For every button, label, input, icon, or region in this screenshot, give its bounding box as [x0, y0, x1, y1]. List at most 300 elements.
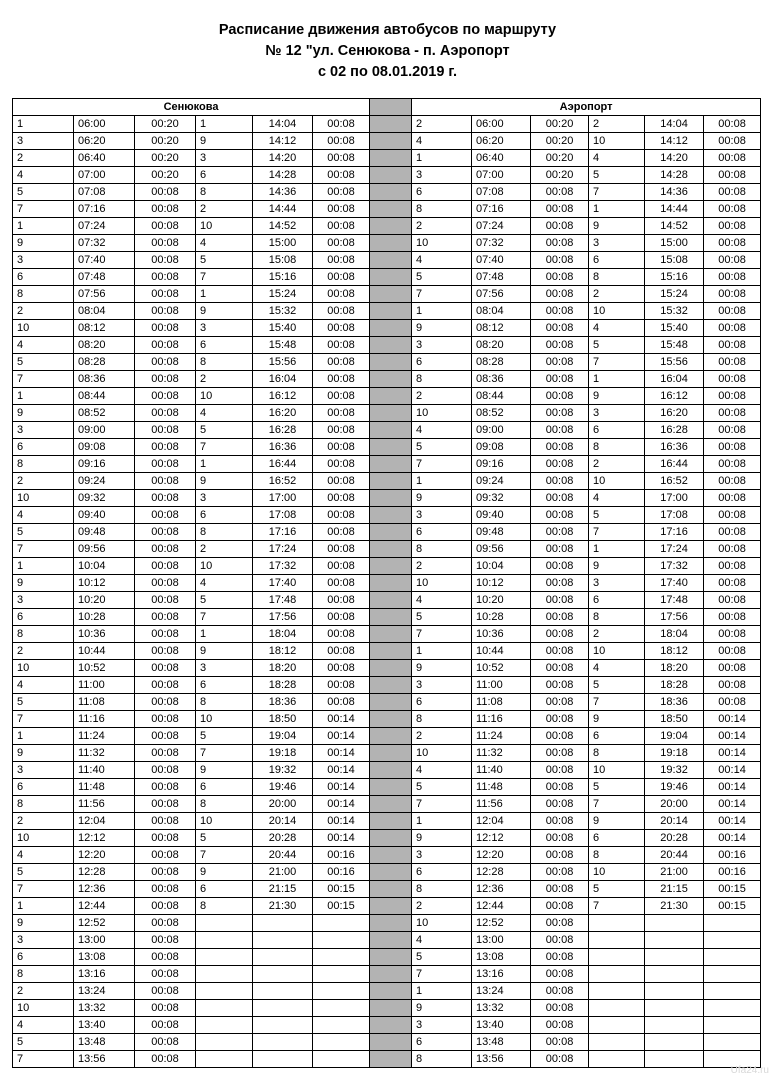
aeroport-bus-number-cell — [589, 1051, 645, 1068]
senyukova-departure-time-cell: 19:04 — [253, 728, 313, 745]
aeroport-departure-time-cell: 10:04 — [472, 558, 531, 575]
column-separator — [370, 269, 412, 286]
aeroport-interval-cell: 00:08 — [531, 592, 589, 609]
table-row — [13, 184, 761, 201]
aeroport-bus-number-cell: 6 — [412, 1034, 472, 1051]
senyukova-departure-time-cell: 18:36 — [253, 694, 313, 711]
aeroport-departure-time-cell: 13:08 — [472, 949, 531, 966]
senyukova-interval-cell: 00:08 — [135, 762, 196, 779]
senyukova-bus-number-cell: 4 — [13, 337, 74, 354]
aeroport-interval-cell: 00:08 — [704, 269, 761, 286]
senyukova-departure-time-cell: 13:40 — [74, 1017, 135, 1034]
senyukova-bus-number-cell: 5 — [13, 354, 74, 371]
table-row — [13, 1017, 761, 1034]
senyukova-bus-number-cell: 3 — [13, 133, 74, 150]
senyukova-bus-number-cell: 4 — [13, 677, 74, 694]
aeroport-interval-cell: 00:08 — [531, 405, 589, 422]
senyukova-interval-cell: 00:14 — [313, 813, 370, 830]
table-row — [13, 1051, 761, 1068]
senyukova-departure-time-cell: 17:08 — [253, 507, 313, 524]
table-row — [13, 983, 761, 1000]
aeroport-interval-cell: 00:08 — [531, 558, 589, 575]
aeroport-departure-time-cell: 18:36 — [645, 694, 704, 711]
senyukova-departure-time-cell: 09:08 — [74, 439, 135, 456]
column-separator — [370, 405, 412, 422]
senyukova-bus-number-cell: 5 — [196, 422, 253, 439]
senyukova-interval-cell: 00:08 — [135, 252, 196, 269]
senyukova-departure-time-cell: 12:04 — [74, 813, 135, 830]
column-separator — [370, 541, 412, 558]
aeroport-departure-time-cell: 13:00 — [472, 932, 531, 949]
senyukova-departure-time-cell: 13:08 — [74, 949, 135, 966]
senyukova-departure-time-cell: 06:00 — [74, 116, 135, 133]
senyukova-departure-time-cell: 14:28 — [253, 167, 313, 184]
aeroport-interval-cell: 00:08 — [531, 524, 589, 541]
senyukova-interval-cell: 00:08 — [135, 626, 196, 643]
aeroport-departure-time-cell: 19:04 — [645, 728, 704, 745]
aeroport-interval-cell: 00:08 — [531, 830, 589, 847]
senyukova-interval-cell: 00:08 — [313, 167, 370, 184]
aeroport-interval-cell: 00:08 — [704, 320, 761, 337]
senyukova-departure-time-cell: 12:28 — [74, 864, 135, 881]
column-separator — [370, 643, 412, 660]
senyukova-departure-time-cell: 13:24 — [74, 983, 135, 1000]
aeroport-bus-number-cell — [589, 1034, 645, 1051]
senyukova-bus-number-cell: 9 — [196, 473, 253, 490]
aeroport-bus-number-cell: 10 — [412, 745, 472, 762]
senyukova-interval-cell: 00:08 — [313, 558, 370, 575]
column-separator — [370, 371, 412, 388]
aeroport-interval-cell: 00:08 — [704, 541, 761, 558]
aeroport-interval-cell: 00:08 — [531, 643, 589, 660]
aeroport-departure-time-cell: 09:32 — [472, 490, 531, 507]
column-separator — [370, 354, 412, 371]
senyukova-departure-time-cell: 14:52 — [253, 218, 313, 235]
senyukova-interval-cell: 00:08 — [135, 898, 196, 915]
column-separator — [370, 303, 412, 320]
senyukova-bus-number-cell: 3 — [196, 320, 253, 337]
senyukova-interval-cell: 00:20 — [135, 116, 196, 133]
senyukova-departure-time-cell — [253, 1051, 313, 1068]
aeroport-interval-cell: 00:20 — [531, 133, 589, 150]
senyukova-interval-cell: 00:08 — [313, 439, 370, 456]
aeroport-bus-number-cell: 4 — [589, 150, 645, 167]
aeroport-departure-time-cell: 09:16 — [472, 456, 531, 473]
senyukova-departure-time-cell: 18:50 — [253, 711, 313, 728]
aeroport-departure-time-cell — [645, 966, 704, 983]
table-row — [13, 541, 761, 558]
aeroport-interval-cell: 00:20 — [531, 116, 589, 133]
table-row — [13, 201, 761, 218]
senyukova-bus-number-cell: 5 — [13, 864, 74, 881]
aeroport-interval-cell: 00:08 — [531, 745, 589, 762]
senyukova-bus-number-cell: 9 — [13, 405, 74, 422]
senyukova-departure-time-cell: 11:56 — [74, 796, 135, 813]
aeroport-bus-number-cell: 8 — [589, 745, 645, 762]
senyukova-interval-cell — [313, 949, 370, 966]
senyukova-bus-number-cell — [196, 915, 253, 932]
senyukova-departure-time-cell — [253, 1000, 313, 1017]
aeroport-bus-number-cell: 9 — [412, 320, 472, 337]
senyukova-bus-number-cell: 8 — [13, 456, 74, 473]
senyukova-bus-number-cell: 10 — [13, 1000, 74, 1017]
aeroport-bus-number-cell: 6 — [412, 184, 472, 201]
aeroport-departure-time-cell: 08:52 — [472, 405, 531, 422]
aeroport-departure-time-cell: 10:28 — [472, 609, 531, 626]
senyukova-bus-number-cell: 7 — [196, 439, 253, 456]
aeroport-departure-time-cell: 10:44 — [472, 643, 531, 660]
aeroport-interval-cell: 00:08 — [704, 524, 761, 541]
aeroport-departure-time-cell: 15:08 — [645, 252, 704, 269]
aeroport-interval-cell: 00:08 — [531, 762, 589, 779]
aeroport-departure-time-cell: 13:24 — [472, 983, 531, 1000]
senyukova-interval-cell: 00:08 — [135, 932, 196, 949]
senyukova-departure-time-cell: 20:44 — [253, 847, 313, 864]
aeroport-bus-number-cell: 6 — [589, 830, 645, 847]
senyukova-interval-cell: 00:08 — [135, 439, 196, 456]
aeroport-departure-time-cell: 18:28 — [645, 677, 704, 694]
aeroport-departure-time-cell: 09:08 — [472, 439, 531, 456]
aeroport-departure-time-cell: 15:16 — [645, 269, 704, 286]
aeroport-bus-number-cell: 5 — [589, 507, 645, 524]
aeroport-bus-number-cell — [589, 915, 645, 932]
aeroport-bus-number-cell: 8 — [412, 881, 472, 898]
aeroport-departure-time-cell: 11:56 — [472, 796, 531, 813]
senyukova-interval-cell: 00:08 — [313, 269, 370, 286]
table-row — [13, 694, 761, 711]
senyukova-departure-time-cell: 18:04 — [253, 626, 313, 643]
senyukova-bus-number-cell: 9 — [13, 915, 74, 932]
column-separator — [370, 966, 412, 983]
senyukova-interval-cell: 00:08 — [313, 150, 370, 167]
aeroport-bus-number-cell: 1 — [589, 371, 645, 388]
senyukova-bus-number-cell: 7 — [13, 541, 74, 558]
aeroport-departure-time-cell: 14:12 — [645, 133, 704, 150]
senyukova-interval-cell: 00:08 — [135, 728, 196, 745]
aeroport-bus-number-cell: 8 — [589, 439, 645, 456]
aeroport-departure-time-cell: 12:12 — [472, 830, 531, 847]
aeroport-departure-time-cell: 07:56 — [472, 286, 531, 303]
senyukova-interval-cell: 00:20 — [135, 167, 196, 184]
schedule-table — [12, 98, 761, 1068]
aeroport-departure-time-cell: 10:12 — [472, 575, 531, 592]
senyukova-bus-number-cell — [196, 1017, 253, 1034]
senyukova-bus-number-cell: 8 — [13, 966, 74, 983]
aeroport-interval-cell: 00:08 — [704, 150, 761, 167]
senyukova-interval-cell: 00:08 — [135, 915, 196, 932]
aeroport-bus-number-cell: 7 — [589, 796, 645, 813]
column-separator — [370, 813, 412, 830]
aeroport-departure-time-cell: 12:52 — [472, 915, 531, 932]
table-row — [13, 711, 761, 728]
senyukova-departure-time-cell: 15:24 — [253, 286, 313, 303]
header-senyukova: Сенюкова — [13, 99, 370, 116]
senyukova-departure-time-cell: 06:40 — [74, 150, 135, 167]
column-separator — [370, 456, 412, 473]
aeroport-interval-cell — [704, 932, 761, 949]
column-separator — [370, 99, 412, 116]
senyukova-interval-cell: 00:08 — [135, 966, 196, 983]
aeroport-interval-cell: 00:14 — [704, 762, 761, 779]
title-line-3: с 02 по 08.01.2019 г. — [317, 64, 458, 80]
senyukova-bus-number-cell: 8 — [196, 184, 253, 201]
senyukova-departure-time-cell: 14:20 — [253, 150, 313, 167]
aeroport-bus-number-cell: 8 — [412, 201, 472, 218]
aeroport-interval-cell: 00:08 — [531, 371, 589, 388]
senyukova-departure-time-cell: 08:12 — [74, 320, 135, 337]
senyukova-bus-number-cell: 2 — [13, 813, 74, 830]
aeroport-bus-number-cell: 5 — [412, 269, 472, 286]
table-row — [13, 643, 761, 660]
senyukova-interval-cell — [313, 1000, 370, 1017]
senyukova-departure-time-cell: 21:15 — [253, 881, 313, 898]
senyukova-interval-cell: 00:14 — [313, 762, 370, 779]
senyukova-bus-number-cell: 5 — [13, 524, 74, 541]
aeroport-interval-cell: 00:08 — [531, 286, 589, 303]
senyukova-interval-cell: 00:08 — [135, 1017, 196, 1034]
senyukova-bus-number-cell — [196, 1000, 253, 1017]
aeroport-bus-number-cell: 2 — [412, 728, 472, 745]
aeroport-departure-time-cell: 10:52 — [472, 660, 531, 677]
aeroport-departure-time-cell: 19:32 — [645, 762, 704, 779]
senyukova-interval-cell: 00:08 — [313, 286, 370, 303]
senyukova-interval-cell: 00:08 — [313, 677, 370, 694]
senyukova-departure-time-cell: 12:44 — [74, 898, 135, 915]
senyukova-departure-time-cell: 15:08 — [253, 252, 313, 269]
aeroport-interval-cell: 00:08 — [531, 1017, 589, 1034]
column-separator — [370, 575, 412, 592]
aeroport-interval-cell: 00:08 — [704, 626, 761, 643]
aeroport-departure-time-cell: 12:36 — [472, 881, 531, 898]
senyukova-interval-cell: 00:08 — [313, 524, 370, 541]
aeroport-interval-cell: 00:08 — [704, 558, 761, 575]
aeroport-interval-cell: 00:14 — [704, 728, 761, 745]
table-row — [13, 626, 761, 643]
aeroport-interval-cell: 00:08 — [704, 133, 761, 150]
aeroport-interval-cell: 00:08 — [704, 303, 761, 320]
aeroport-departure-time-cell: 20:00 — [645, 796, 704, 813]
senyukova-departure-time-cell: 08:36 — [74, 371, 135, 388]
column-separator — [370, 592, 412, 609]
senyukova-bus-number-cell — [196, 983, 253, 1000]
aeroport-interval-cell: 00:08 — [531, 796, 589, 813]
aeroport-departure-time-cell: 07:32 — [472, 235, 531, 252]
senyukova-departure-time-cell: 17:32 — [253, 558, 313, 575]
senyukova-interval-cell: 00:08 — [313, 456, 370, 473]
senyukova-interval-cell: 00:16 — [313, 847, 370, 864]
senyukova-interval-cell — [313, 983, 370, 1000]
table-row — [13, 796, 761, 813]
aeroport-interval-cell: 00:08 — [704, 694, 761, 711]
aeroport-departure-time-cell — [645, 949, 704, 966]
column-separator — [370, 507, 412, 524]
aeroport-interval-cell: 00:08 — [531, 847, 589, 864]
senyukova-departure-time-cell: 12:12 — [74, 830, 135, 847]
column-separator — [370, 626, 412, 643]
aeroport-interval-cell: 00:08 — [704, 371, 761, 388]
schedule-title — [0, 20, 775, 83]
senyukova-departure-time-cell: 14:12 — [253, 133, 313, 150]
table-row — [13, 847, 761, 864]
table-row — [13, 235, 761, 252]
senyukova-departure-time-cell — [253, 932, 313, 949]
aeroport-bus-number-cell: 3 — [412, 1017, 472, 1034]
senyukova-interval-cell: 00:14 — [313, 728, 370, 745]
aeroport-departure-time-cell: 15:00 — [645, 235, 704, 252]
column-separator — [370, 898, 412, 915]
aeroport-interval-cell: 00:08 — [531, 490, 589, 507]
senyukova-departure-time-cell: 07:32 — [74, 235, 135, 252]
senyukova-interval-cell: 00:08 — [313, 133, 370, 150]
senyukova-departure-time-cell — [253, 949, 313, 966]
aeroport-interval-cell: 00:08 — [704, 439, 761, 456]
aeroport-interval-cell: 00:08 — [704, 609, 761, 626]
senyukova-departure-time-cell: 07:00 — [74, 167, 135, 184]
table-row — [13, 966, 761, 983]
column-separator — [370, 490, 412, 507]
senyukova-departure-time-cell: 18:12 — [253, 643, 313, 660]
table-row — [13, 439, 761, 456]
aeroport-interval-cell: 00:16 — [704, 864, 761, 881]
column-separator — [370, 779, 412, 796]
aeroport-interval-cell — [704, 1000, 761, 1017]
senyukova-bus-number-cell: 7 — [196, 847, 253, 864]
aeroport-interval-cell: 00:08 — [531, 898, 589, 915]
aeroport-bus-number-cell: 1 — [589, 201, 645, 218]
senyukova-departure-time-cell: 16:52 — [253, 473, 313, 490]
senyukova-bus-number-cell: 6 — [196, 507, 253, 524]
aeroport-interval-cell: 00:16 — [704, 847, 761, 864]
senyukova-departure-time-cell: 17:56 — [253, 609, 313, 626]
table-row — [13, 949, 761, 966]
senyukova-bus-number-cell: 4 — [196, 575, 253, 592]
aeroport-departure-time-cell: 18:04 — [645, 626, 704, 643]
aeroport-interval-cell: 00:08 — [531, 677, 589, 694]
senyukova-interval-cell: 00:15 — [313, 881, 370, 898]
senyukova-interval-cell: 00:08 — [135, 269, 196, 286]
senyukova-bus-number-cell: 3 — [196, 660, 253, 677]
senyukova-interval-cell — [313, 966, 370, 983]
aeroport-interval-cell: 00:15 — [704, 881, 761, 898]
aeroport-interval-cell: 00:08 — [531, 235, 589, 252]
senyukova-departure-time-cell: 12:52 — [74, 915, 135, 932]
senyukova-interval-cell: 00:08 — [135, 694, 196, 711]
senyukova-interval-cell: 00:08 — [135, 881, 196, 898]
table-row — [13, 881, 761, 898]
aeroport-departure-time-cell: 14:28 — [645, 167, 704, 184]
table-row — [13, 898, 761, 915]
watermark: Ufa24.ru — [730, 1065, 769, 1076]
senyukova-departure-time-cell: 09:48 — [74, 524, 135, 541]
senyukova-interval-cell: 00:08 — [313, 643, 370, 660]
aeroport-bus-number-cell: 8 — [412, 1051, 472, 1068]
senyukova-bus-number-cell: 1 — [13, 898, 74, 915]
aeroport-bus-number-cell: 2 — [412, 558, 472, 575]
senyukova-interval-cell: 00:08 — [135, 541, 196, 558]
aeroport-bus-number-cell: 9 — [589, 558, 645, 575]
aeroport-bus-number-cell: 6 — [589, 592, 645, 609]
aeroport-departure-time-cell: 07:00 — [472, 167, 531, 184]
aeroport-interval-cell — [704, 966, 761, 983]
senyukova-bus-number-cell: 9 — [13, 235, 74, 252]
aeroport-bus-number-cell: 5 — [412, 949, 472, 966]
aeroport-interval-cell: 00:08 — [704, 116, 761, 133]
aeroport-departure-time-cell: 16:44 — [645, 456, 704, 473]
senyukova-departure-time-cell — [253, 915, 313, 932]
senyukova-interval-cell: 00:08 — [135, 286, 196, 303]
senyukova-interval-cell: 00:08 — [135, 711, 196, 728]
senyukova-bus-number-cell: 10 — [196, 218, 253, 235]
senyukova-interval-cell: 00:08 — [135, 507, 196, 524]
senyukova-interval-cell: 00:14 — [313, 830, 370, 847]
aeroport-bus-number-cell: 1 — [412, 813, 472, 830]
aeroport-bus-number-cell: 5 — [589, 779, 645, 796]
table-row — [13, 575, 761, 592]
column-separator — [370, 932, 412, 949]
senyukova-bus-number-cell — [196, 949, 253, 966]
aeroport-bus-number-cell: 2 — [412, 218, 472, 235]
senyukova-interval-cell: 00:14 — [313, 796, 370, 813]
column-separator — [370, 881, 412, 898]
senyukova-departure-time-cell: 18:20 — [253, 660, 313, 677]
table-row — [13, 660, 761, 677]
senyukova-departure-time-cell: 10:52 — [74, 660, 135, 677]
aeroport-interval-cell: 00:08 — [531, 456, 589, 473]
aeroport-interval-cell: 00:08 — [704, 201, 761, 218]
aeroport-departure-time-cell: 14:36 — [645, 184, 704, 201]
aeroport-interval-cell: 00:08 — [704, 643, 761, 660]
aeroport-departure-time-cell: 11:48 — [472, 779, 531, 796]
aeroport-departure-time-cell: 14:20 — [645, 150, 704, 167]
senyukova-interval-cell — [313, 1017, 370, 1034]
aeroport-interval-cell: 00:08 — [531, 218, 589, 235]
aeroport-bus-number-cell: 1 — [412, 303, 472, 320]
table-row — [13, 150, 761, 167]
senyukova-departure-time-cell: 16:44 — [253, 456, 313, 473]
column-separator — [370, 949, 412, 966]
senyukova-bus-number-cell: 1 — [196, 116, 253, 133]
aeroport-bus-number-cell: 10 — [589, 864, 645, 881]
senyukova-interval-cell: 00:08 — [135, 218, 196, 235]
aeroport-departure-time-cell: 16:36 — [645, 439, 704, 456]
aeroport-departure-time-cell — [645, 1051, 704, 1068]
senyukova-bus-number-cell: 4 — [13, 847, 74, 864]
aeroport-interval-cell: 00:08 — [531, 949, 589, 966]
table-row — [13, 1000, 761, 1017]
senyukova-bus-number-cell: 9 — [13, 745, 74, 762]
column-separator — [370, 711, 412, 728]
aeroport-interval-cell: 00:08 — [531, 422, 589, 439]
column-separator — [370, 422, 412, 439]
aeroport-departure-time-cell: 17:16 — [645, 524, 704, 541]
senyukova-departure-time-cell: 14:04 — [253, 116, 313, 133]
aeroport-bus-number-cell: 2 — [589, 456, 645, 473]
senyukova-bus-number-cell: 10 — [196, 558, 253, 575]
aeroport-departure-time-cell — [645, 915, 704, 932]
senyukova-bus-number-cell: 2 — [196, 541, 253, 558]
table-row — [13, 813, 761, 830]
aeroport-departure-time-cell: 13:16 — [472, 966, 531, 983]
aeroport-bus-number-cell: 10 — [589, 643, 645, 660]
senyukova-departure-time-cell: 08:20 — [74, 337, 135, 354]
aeroport-bus-number-cell: 7 — [589, 184, 645, 201]
senyukova-departure-time-cell: 10:20 — [74, 592, 135, 609]
aeroport-interval-cell: 00:08 — [531, 507, 589, 524]
aeroport-bus-number-cell: 6 — [589, 252, 645, 269]
senyukova-departure-time-cell: 17:24 — [253, 541, 313, 558]
senyukova-bus-number-cell: 3 — [13, 252, 74, 269]
aeroport-bus-number-cell — [589, 1017, 645, 1034]
